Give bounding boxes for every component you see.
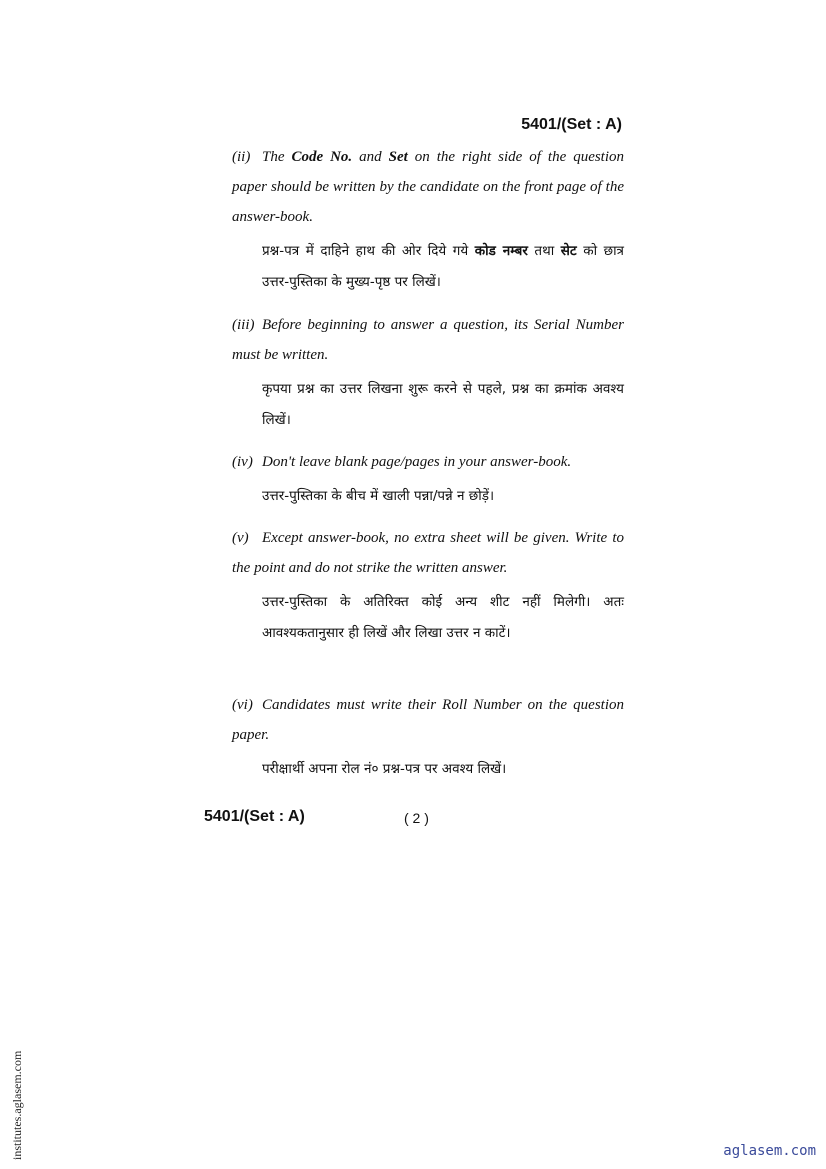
bold-term: कोड नम्बर: [474, 243, 528, 259]
bold-term: Set: [388, 149, 408, 165]
instruction-iii: [232, 310, 624, 436]
bold-term: सेट: [560, 243, 577, 259]
brand-watermark: aglasem.com: [723, 1143, 816, 1159]
instruction-number: (iv): [232, 454, 253, 470]
paper-code-footer: 5401/(Set : A): [204, 808, 305, 825]
instruction-hindi: प्रश्न-पत्र में दाहिने हाथ की ओर दिये गये कोड नम्बर तथा सेट को छात्र उत्तर-पुस्तिका के मुख्य-पृष्ठ पर लिखें।: [262, 243, 625, 290]
instruction-english: (iii) Before beginning to answer a question, its Serial Number must be written.: [232, 310, 624, 370]
instruction-english: (ii) The Code No. and Set on the right side of the question paper should be written by the candidate on the front page of the answer-book.: [232, 142, 624, 232]
bold-term: Code No.: [291, 149, 353, 165]
instruction-number: (ii): [232, 149, 251, 165]
instruction-iv: [232, 447, 624, 512]
instruction-hindi: उत्तर-पुस्तिका के अतिरिक्त कोई अन्य शीट नहीं मिलेगी। अतः आवश्यकतानुसार ही लिखें और लिखा उत्तर न काटें।: [262, 594, 624, 641]
instruction-english: (vi) Candidates must write their Roll Number on the question paper.: [232, 690, 624, 750]
instruction-ii: [232, 142, 624, 298]
instruction-vi: [232, 690, 624, 785]
side-watermark: institutes.aglasem.com: [10, 1050, 24, 1160]
page-number: ( 2 ): [404, 810, 429, 826]
instruction-hindi: परीक्षार्थी अपना रोल नं० प्रश्न-पत्र पर अवश्य लिखें।: [262, 761, 507, 777]
instruction-hindi: कृपया प्रश्न का उत्तर लिखना शुरू करने से पहले, प्रश्न का क्रमांक अवश्य लिखें।: [262, 381, 624, 428]
paper-code-header: 5401/(Set : A): [521, 116, 622, 133]
instruction-english: (v) Except answer-book, no extra sheet will be given. Write to the point and do not strike the written answer.: [232, 523, 624, 583]
instruction-v: [232, 523, 624, 649]
instruction-number: (vi): [232, 697, 253, 713]
instruction-english: (iv) Don't leave blank page/pages in your answer-book.: [232, 447, 624, 477]
instruction-hindi: उत्तर-पुस्तिका के बीच में खाली पन्ना/पन्ने न छोड़ें।: [262, 488, 495, 504]
instruction-number: (v): [232, 530, 249, 546]
instruction-number: (iii): [232, 317, 255, 333]
